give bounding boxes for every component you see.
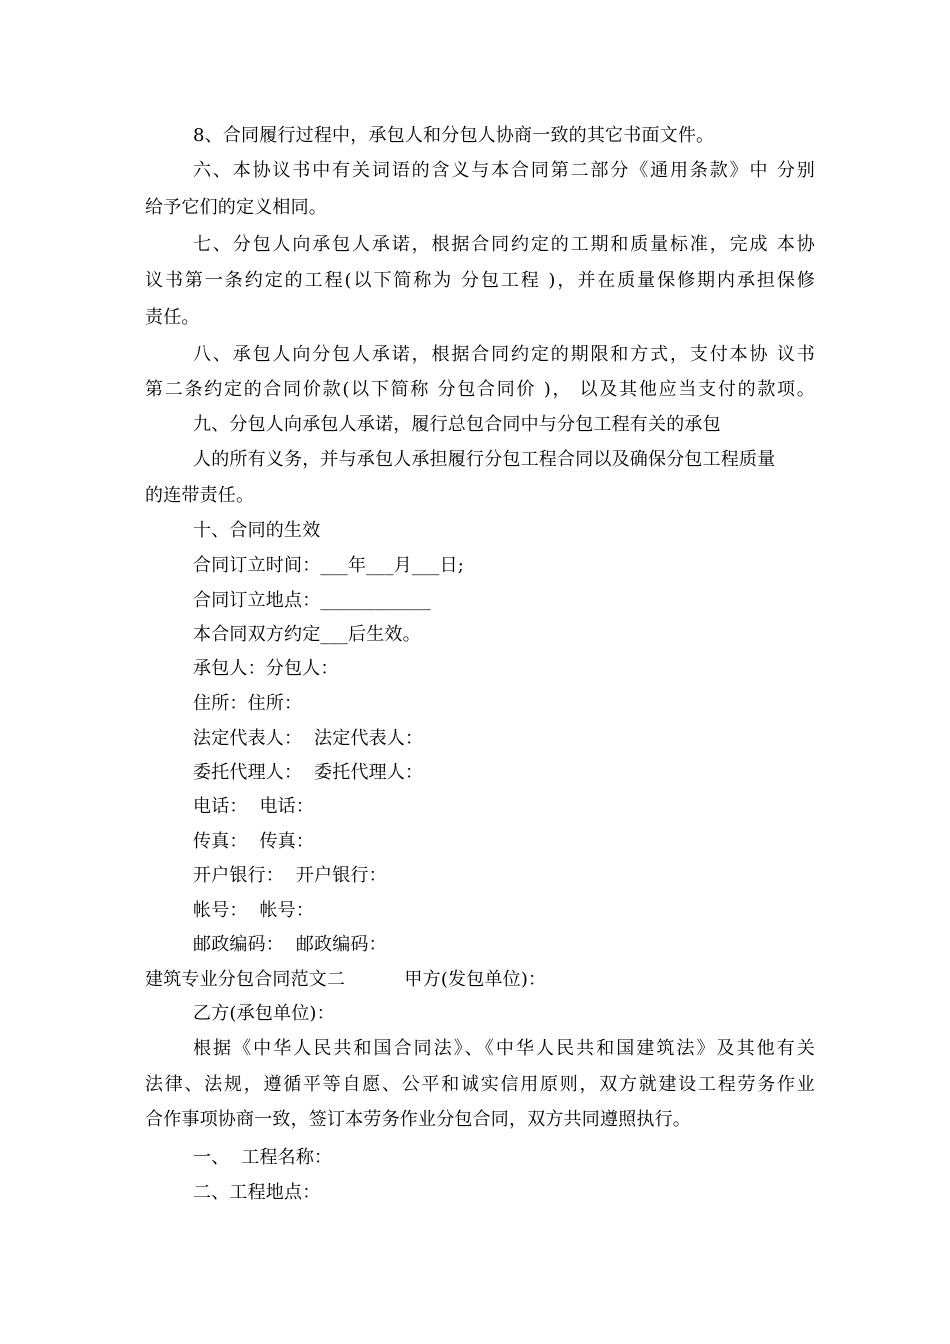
- text-line-4: 七、分包人向承包人承诺，根据合同约定的工期和质量标准，完成 本协: [193, 234, 815, 255]
- text-line-16: 承包人：分包人：: [193, 658, 339, 679]
- text-line-17: 住所：住所：: [193, 693, 303, 714]
- text-line-29: 合作事项协商一致，签订本劳务作业分包合同，双方共同遵照执行。: [145, 1109, 691, 1130]
- text-line-9: 九、分包人向承包人承诺，履行总包合同中与分包工程有关的承包: [193, 414, 721, 435]
- text-line-2: 六、本协议书中有关词语的含义与本合同第二部分《通用条款》中 分别: [193, 160, 815, 181]
- text-line-22: 开户银行： 开户银行：: [193, 865, 387, 886]
- text-line-7: 八、承包人向分包人承诺，根据合同约定的期限和方式，支付本协 议书: [193, 344, 815, 365]
- text-line-13: 合同订立时间：___年___月___日;: [193, 555, 465, 576]
- text-line-10: 人的所有义务，并与承包人承担履行分包工程合同以及确保分包工程质量: [193, 449, 776, 470]
- text-line-31: 二、工程地点：: [193, 1182, 321, 1203]
- text-line-30: 一、 工程名称：: [193, 1147, 333, 1168]
- text-line-21: 传真： 传真：: [193, 831, 315, 852]
- text-line-15: 本合同双方约定___后生效。: [193, 624, 421, 645]
- text-line-19: 委托代理人： 委托代理人：: [193, 762, 424, 783]
- text-line-8: 第二条约定的合同价款(以下简称 分包合同价 )， 以及其他应当支付的款项。: [145, 379, 815, 400]
- text-line-3: 给予它们的定义相同。: [145, 197, 327, 218]
- text-line-23: 帐号： 帐号：: [193, 900, 315, 921]
- text-line-18: 法定代表人： 法定代表人：: [193, 728, 424, 749]
- text-line-26: 乙方(承包单位)：: [193, 1003, 335, 1024]
- text-line-24: 邮政编码： 邮政编码：: [193, 934, 387, 955]
- text-line-12: 十、合同的生效: [193, 520, 321, 541]
- text-line-6: 责任。: [145, 307, 200, 328]
- text-line-28: 法律、法规，遵循平等自愿、公平和诚实信用原则，双方就建设工程劳务作业: [145, 1074, 815, 1095]
- text-line-25: 建筑专业分包合同范文二 甲方(发包单位)：: [145, 969, 547, 990]
- text-line-14: 合同订立地点：____________: [193, 590, 431, 611]
- text-line-20: 电话： 电话：: [193, 796, 315, 817]
- text-line-5: 议书第一条约定的工程(以下简称为 分包工程 )，并在质量保修期内承担保修: [145, 270, 815, 291]
- text-line-11: 的连带责任。: [145, 485, 255, 506]
- text-line-1: 8、合同履行过程中，承包人和分包人协商一致的其它书面文件。: [193, 125, 715, 146]
- text-line-27: 根据《中华人民共和国合同法》、《中华人民共和国建筑法》及其他有关: [193, 1038, 815, 1059]
